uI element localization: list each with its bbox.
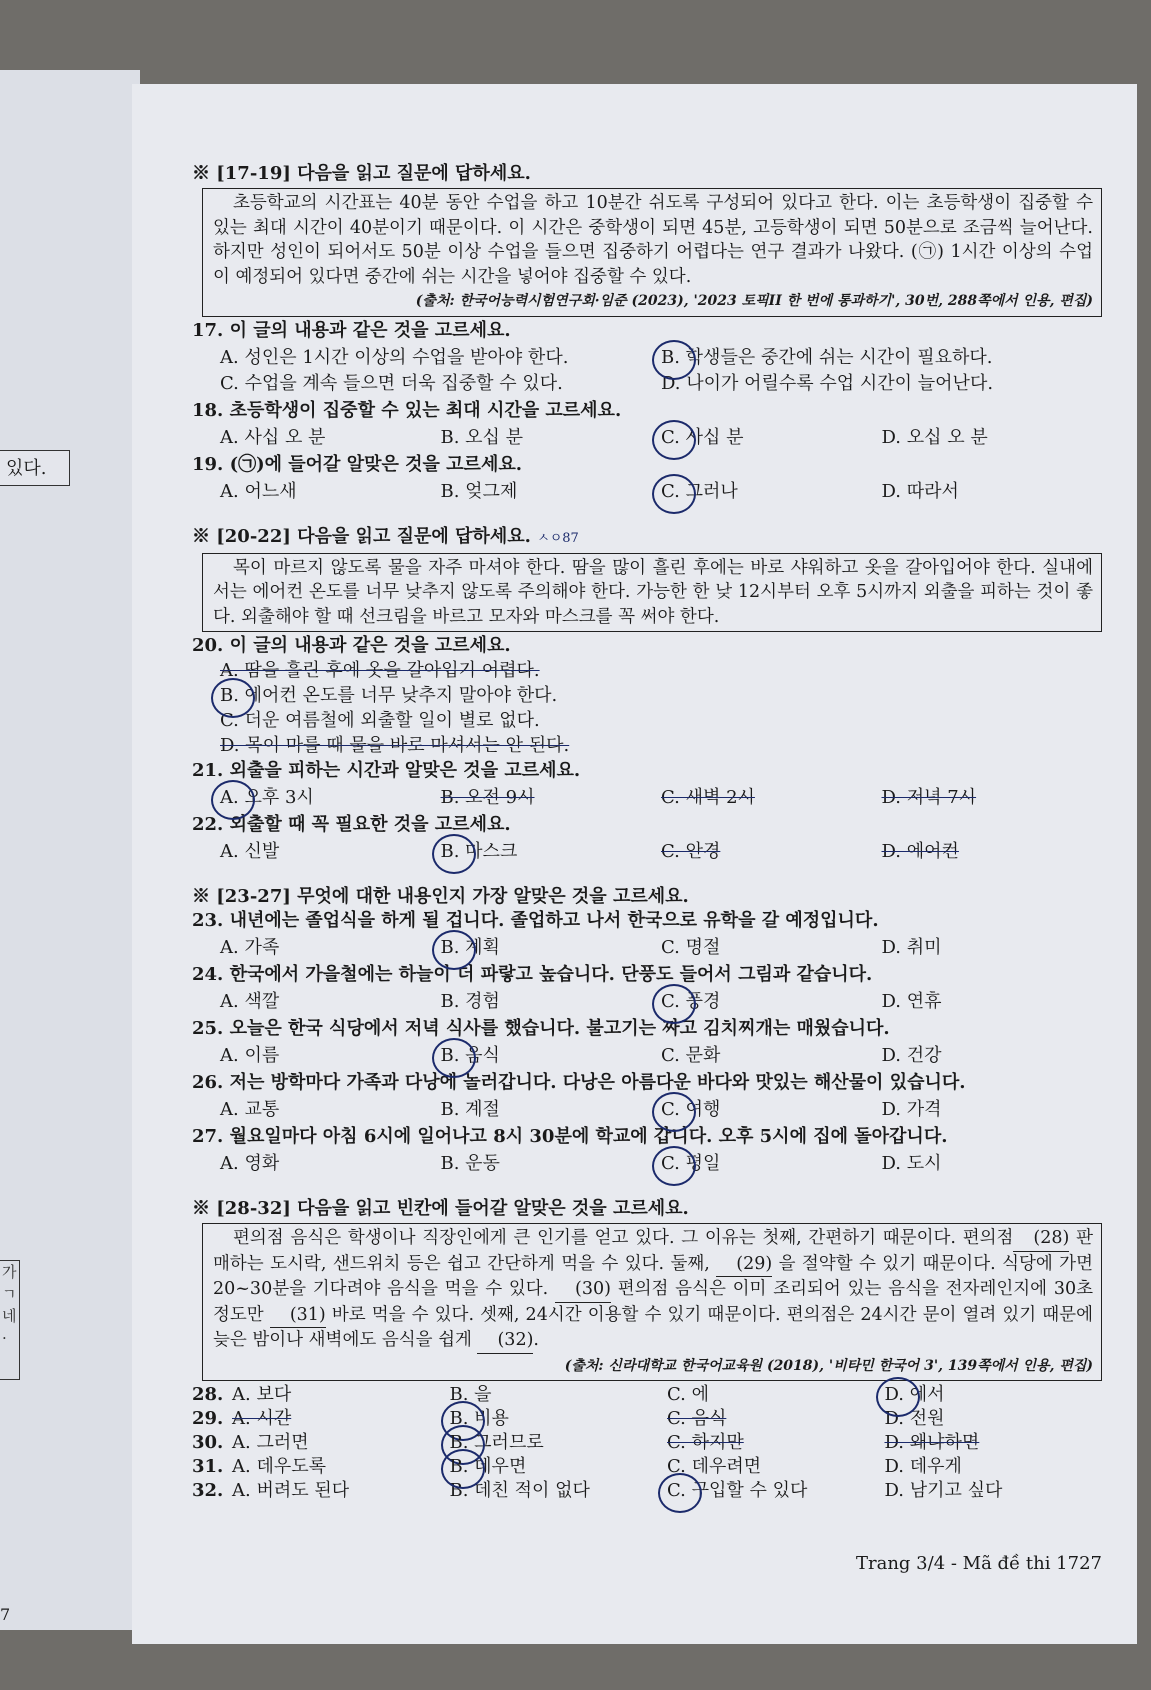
passage-20-22: 목이 마르지 않도록 물을 자주 마셔야 한다. 땀을 많이 흘린 후에는 바로 샤워하고 옷을 갈아입어야 한다. 실내에서는 에어컨 온도를 너무 낮추지 않도록 주의해야 한다. 가능한 한 낮 12시부터 오후 5시까지 외출을 피하는 것이 좋다. 외출해야 할 때 선크림을 바르고 모자와 마스크를 꼭 써야 한다. [213, 557, 1093, 627]
row-28-number: 28. [192, 1384, 224, 1405]
row-32 [192, 1479, 1102, 1503]
option-25-d[interactable]: D. 건강 [881, 1045, 942, 1066]
option-21-c[interactable]: C. 새벽 2시 [661, 787, 755, 808]
section-17-19-title: ※ [17-19] 다음을 읽고 질문에 답하세요. [192, 163, 531, 184]
option-23-a[interactable]: A. 가족 [220, 937, 280, 958]
option-23-d[interactable]: D. 취미 [881, 937, 942, 958]
blank-31: (31) [270, 1303, 326, 1329]
page-content [192, 162, 1102, 1503]
option-20-a[interactable]: A. 땀을 흘린 후에 옷을 갈아입기 어렵다. [220, 660, 540, 681]
section-23-27-title: ※ [23-27] 무엇에 대한 내용인지 가장 알맞은 것을 고르세요. [192, 886, 689, 907]
passage-17-19: 초등학교의 시간표는 40분 동안 수업을 하고 10분간 쉬도록 구성되어 있다고 한다. 이는 초등학생이 집중할 수 있는 최대 시간이 40분이기 때문이다. 이 시간은 중학생이 되면 45분, 고등학생이 되면 50분으로 조금씩 늘어난다. 하지만 성인이 되어서도 50분 이상 수업을 들으면 집중하기 어렵다는 연구 결과가 나왔다. (㉠) 1시간 이상의 수업이 예정되어 있다면 중간에 쉬는 시간을 넣어야 집중할 수 있다. [213, 193, 1093, 287]
source-28-32: (출처: 신라대학교 한국어교육원 (2018), '비타민 한국어 3', 139쪽에서 인용, 편집) [564, 1357, 1093, 1374]
left-page [0, 70, 140, 1630]
page-footer: Trang 3/4 - Mã đề thi 1727 [856, 1553, 1102, 1574]
row-29 [192, 1407, 1102, 1431]
option-26-a[interactable]: A. 교통 [220, 1099, 280, 1120]
option-17-c[interactable]: C. 수업을 계속 들으면 더욱 집중할 수 있다. [220, 372, 563, 394]
question-23: 23. 내년에는 졸업식을 하게 될 겁니다. 졸업하고 나서 한국으로 유학을 갈 예정입니다. [192, 910, 879, 931]
option-27-d[interactable]: D. 도시 [881, 1153, 942, 1174]
option-28-a[interactable]: A. 보다 [232, 1384, 292, 1405]
option-21-a[interactable]: A. 오후 3시 [220, 786, 441, 810]
passage-28-32-part5: 바로 먹을 수 있다. 셋째, 24시간 이용할 수 있기 때문이다. 편의점은 24시간 문이 열려 있기 때문에 늦은 밤이나 새벽에도 음식을 쉽게 [213, 1304, 1093, 1350]
option-27-b[interactable]: B. 운동 [440, 1153, 500, 1174]
left-side-text: 가 ㄱ 네 · [0, 1260, 20, 1380]
left-page-number: 7 [0, 1605, 11, 1624]
option-30-b[interactable]: B. 그러므로 [450, 1431, 668, 1455]
option-26-d[interactable]: D. 가격 [881, 1099, 942, 1120]
option-32-a[interactable]: A. 버려도 된다 [232, 1480, 350, 1501]
options-20 [192, 659, 1102, 758]
option-18-b[interactable]: B. 오십 분 [440, 426, 524, 448]
option-31-a[interactable]: A. 데우도록 [232, 1456, 326, 1477]
option-25-a[interactable]: A. 이름 [220, 1045, 280, 1066]
blank-30: (30) [555, 1277, 611, 1303]
row-28 [192, 1383, 1102, 1407]
option-27-a[interactable]: A. 영화 [220, 1153, 280, 1174]
question-24: 24. 한국에서 가을철에는 하늘이 더 파랗고 높습니다. 단풍도 들어서 그림과 같습니다. [192, 964, 873, 985]
options-22 [192, 839, 1102, 865]
options-24 [192, 989, 1102, 1015]
passage-28-32-part2: 판매하는 도시락, 샌드위치 등은 쉽고 간단하게 먹을 수 있다. 둘째, [213, 1228, 1093, 1274]
option-29-b[interactable]: B. 비용 [450, 1407, 668, 1431]
option-17-b[interactable]: B. 학생들은 중간에 쉬는 시간이 필요하다. [661, 346, 1102, 370]
option-19-d[interactable]: D. 따라서 [881, 480, 959, 502]
option-28-b[interactable]: B. 을 [449, 1384, 492, 1405]
option-19-c[interactable]: C. 그러나 [661, 480, 882, 504]
option-22-d[interactable]: D. 에어컨 [881, 841, 959, 862]
answer-rows-28-32 [192, 1383, 1102, 1503]
option-31-d[interactable]: D. 데우게 [884, 1456, 962, 1477]
row-31-number: 31. [192, 1456, 224, 1477]
options-21 [192, 785, 1102, 811]
options-26 [192, 1097, 1102, 1123]
passage-28-32-part3: 을 절약할 수 있기 때문이다. 식당에 가면 20~30분을 기다려야 음식을 먹을 수 있다. [213, 1253, 1093, 1299]
source-17-19: (출처: 한국어능력시험연구회·임준 (2023), '2023 토픽II 한 번에 통과하기', 30번, 288쪽에서 인용, 편집) [415, 293, 1093, 309]
blank-28: (28) [1013, 1226, 1069, 1252]
section-28-32-title: ※ [28-32] 다음을 읽고 빈칸에 들어갈 알맞은 것을 고르세요. [192, 1198, 689, 1219]
option-23-b[interactable]: B. 계획 [441, 936, 662, 960]
question-26: 26. 저는 방학마다 가족과 다낭에 놀러갑니다. 다낭은 아름다운 바다와 맛있는 해산물이 있습니다. [192, 1072, 966, 1093]
option-23-c[interactable]: C. 명절 [661, 937, 721, 958]
question-20: 20. 이 글의 내용과 같은 것을 고르세요. [192, 635, 511, 656]
option-18-c[interactable]: C. 사십 분 [661, 426, 882, 450]
options-25 [192, 1043, 1102, 1069]
passage-28-32-part1: 편의점 음식은 학생이나 직장인에게 큰 인기를 얻고 있다. 그 이유는 첫째, 간편하기 때문이다. 편의점 [233, 1228, 1014, 1248]
option-31-b[interactable]: B. 데우면 [450, 1455, 668, 1479]
passage-28-32-part4: 편의점 음식은 이미 조리되어 있는 음식을 전자레인지에 30초 정도만 [213, 1279, 1093, 1325]
option-27-c[interactable]: C. 평일 [661, 1152, 882, 1176]
question-27: 27. 월요일마다 아침 6시에 일어나고 8시 30분에 학교에 갑니다. 오후 5시에 집에 돌아갑니다. [192, 1126, 948, 1147]
section-20-22-title [192, 525, 1102, 551]
row-29-number: 29. [192, 1408, 224, 1429]
passage-box-28-32 [202, 1223, 1102, 1381]
option-32-d[interactable]: D. 남기고 싶다 [884, 1480, 1003, 1501]
option-20-b[interactable]: B. 에어컨 온도를 너무 낮추지 말아야 한다. [220, 684, 1102, 708]
option-29-a[interactable]: A. 시간 [232, 1408, 292, 1429]
passage-28-32-part6: . [533, 1330, 539, 1350]
option-30-d[interactable]: D. 왜냐하면 [884, 1432, 980, 1453]
row-31 [192, 1455, 1102, 1479]
option-21-d[interactable]: D. 저녁 7시 [881, 787, 977, 808]
section-20-22-title-text: ※ [20-22] 다음을 읽고 질문에 답하세요. [192, 525, 531, 547]
option-22-b[interactable]: B. 마스크 [441, 840, 662, 864]
options-17 [192, 345, 1102, 397]
option-17-d[interactable]: D. 나이가 어릴수록 수업 시간이 늘어난다. [661, 372, 994, 394]
option-24-b[interactable]: B. 경험 [440, 991, 500, 1012]
row-30-number: 30. [192, 1432, 224, 1453]
option-24-c[interactable]: C. 풍경 [661, 990, 882, 1014]
option-26-b[interactable]: B. 계절 [440, 1099, 500, 1120]
options-27 [192, 1151, 1102, 1177]
exam-page [132, 84, 1137, 1644]
option-25-c[interactable]: C. 문화 [661, 1045, 721, 1066]
options-18 [192, 425, 1102, 451]
option-20-d[interactable]: D. 목이 마를 때 물을 바로 마셔서는 안 된다. [220, 735, 570, 756]
handwritten-note: ㅅㅇ87 [537, 530, 579, 546]
option-30-a[interactable]: A. 그러면 [232, 1432, 309, 1453]
option-24-d[interactable]: D. 연휴 [881, 991, 942, 1012]
row-32-number: 32. [192, 1480, 224, 1501]
passage-box-20-22 [202, 553, 1102, 633]
option-18-d[interactable]: D. 오십 오 분 [881, 426, 988, 448]
row-30 [192, 1431, 1102, 1455]
question-22: 22. 외출할 때 꼭 필요한 것을 고르세요. [192, 814, 511, 835]
option-22-c[interactable]: C. 안경 [661, 841, 721, 862]
question-17: 17. 이 글의 내용과 같은 것을 고르세요. [192, 319, 511, 341]
passage-28-32 [213, 1226, 1093, 1354]
option-22-a[interactable]: A. 신발 [220, 841, 280, 862]
option-21-b[interactable]: B. 오전 9시 [440, 787, 535, 808]
option-18-a[interactable]: A. 사십 오 분 [220, 426, 326, 448]
question-25: 25. 오늘은 한국 식당에서 저녁 식사를 했습니다. 불고기는 짜고 김치찌개는 매웠습니다. [192, 1018, 890, 1039]
option-29-c[interactable]: C. 음식 [667, 1408, 727, 1429]
option-29-d[interactable]: D. 전원 [884, 1408, 945, 1429]
option-26-c[interactable]: C. 여행 [661, 1098, 882, 1122]
option-28-d[interactable]: D. 에서 [885, 1383, 1103, 1407]
passage-box-17-19 [202, 188, 1102, 317]
left-tab: 있다. [0, 450, 70, 486]
option-19-b[interactable]: B. 엊그제 [440, 480, 518, 502]
option-19-a[interactable]: A. 어느새 [220, 480, 297, 502]
option-24-a[interactable]: A. 색깔 [220, 991, 280, 1012]
option-25-b[interactable]: B. 음식 [441, 1044, 662, 1068]
options-19 [192, 479, 1102, 505]
option-32-b[interactable]: B. 데친 적이 없다 [449, 1480, 590, 1501]
option-31-c[interactable]: C. 데우려면 [667, 1456, 762, 1477]
blank-32: (32) [477, 1328, 533, 1354]
option-20-c[interactable]: C. 더운 여름철에 외출할 일이 별로 없다. [220, 710, 540, 731]
option-28-c[interactable]: C. 에 [667, 1384, 709, 1405]
options-23 [192, 935, 1102, 961]
question-19: 19. (㉠)에 들어갈 알맞은 것을 고르세요. [192, 453, 522, 475]
question-21: 21. 외출을 피하는 시간과 알맞은 것을 고르세요. [192, 760, 581, 781]
question-18: 18. 초등학생이 집중할 수 있는 최대 시간을 고르세요. [192, 399, 622, 421]
blank-29: (29) [716, 1252, 772, 1278]
option-17-a[interactable]: A. 성인은 1시간 이상의 수업을 받아야 한다. [220, 346, 569, 368]
option-32-c[interactable]: C. 구입할 수 있다 [667, 1479, 885, 1503]
option-30-c[interactable]: C. 하지만 [667, 1432, 744, 1453]
